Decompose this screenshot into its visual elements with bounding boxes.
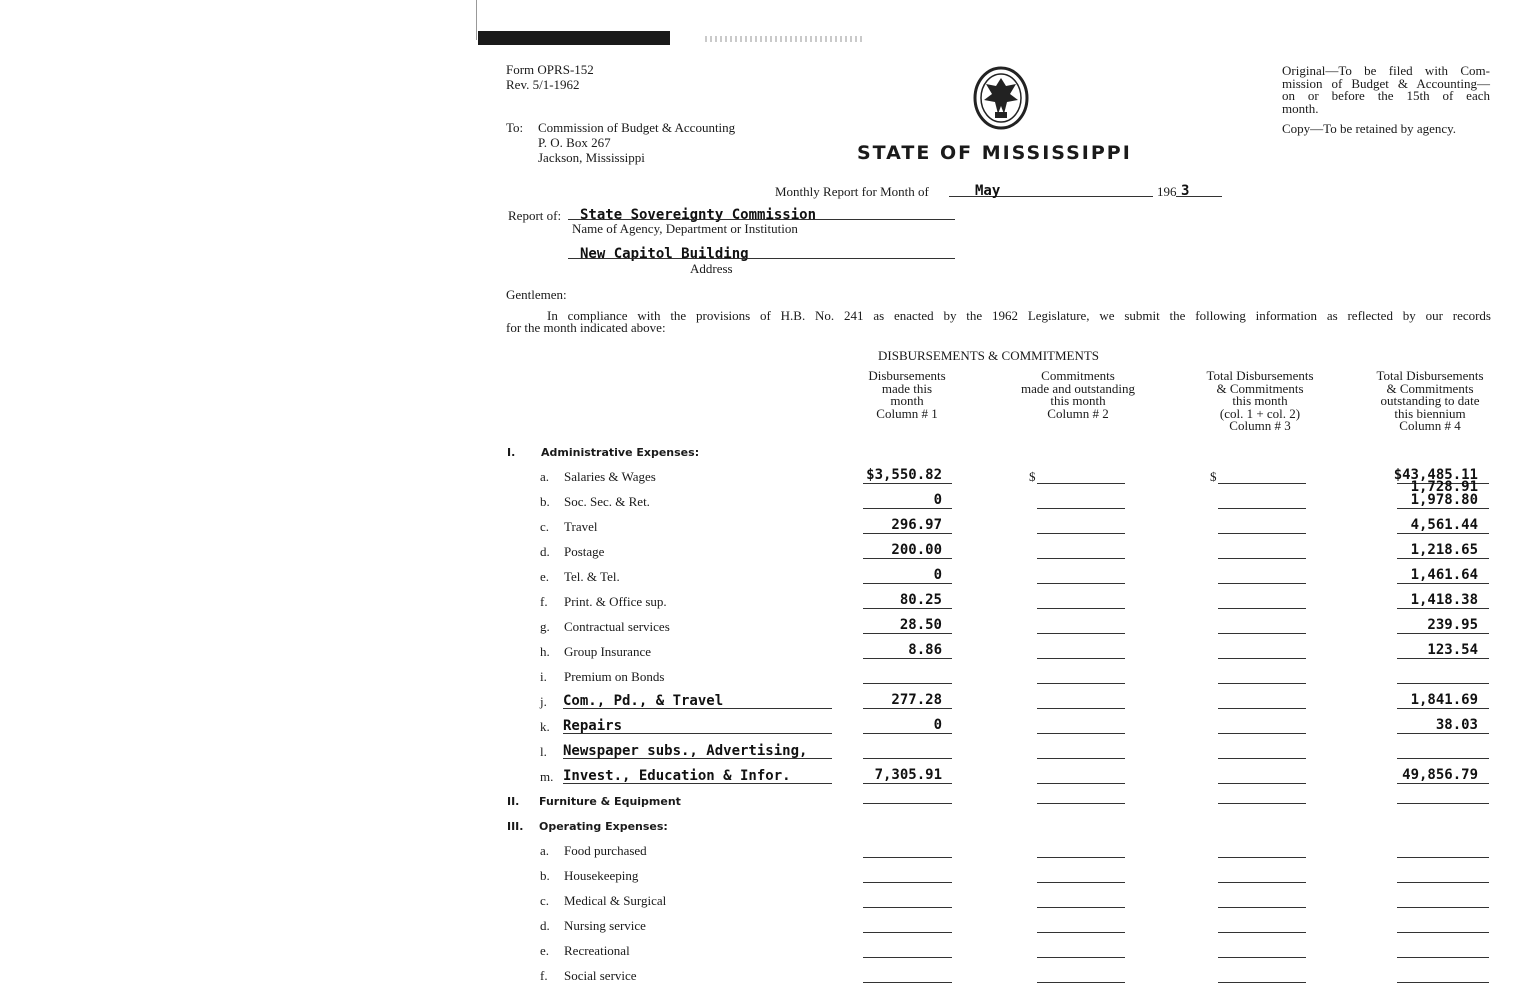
row-label: Soc. Sec. & Ret. xyxy=(564,494,650,509)
cell-c1: 296.97 xyxy=(891,517,942,533)
s2-line-c1 xyxy=(863,803,952,804)
cell-c1: 0 xyxy=(933,492,942,508)
op-row-label: Food purchased xyxy=(564,843,647,858)
op-line-c1 xyxy=(863,932,952,933)
cell-line-c2 xyxy=(1037,683,1125,684)
cell-line-c4 xyxy=(1397,508,1489,509)
cell-line-c1 xyxy=(863,633,952,634)
year-prefix: 196 xyxy=(1157,184,1177,199)
op-line-c4 xyxy=(1397,857,1489,858)
cell-line-c3 xyxy=(1218,758,1306,759)
op-line-c4 xyxy=(1397,882,1489,883)
cell-c4-overtyped: 1,728.91 xyxy=(1410,479,1478,495)
cell-line-c4 xyxy=(1397,783,1489,784)
cell-line-c3 xyxy=(1218,483,1306,484)
row-label: Tel. & Tel. xyxy=(564,569,620,584)
address-value: New Capitol Building xyxy=(580,246,749,262)
op-line-c4 xyxy=(1397,907,1489,908)
cell-line-c2 xyxy=(1037,558,1125,559)
cell-c4: 239.95 xyxy=(1427,617,1478,633)
cell-c1: $3,550.82 xyxy=(866,467,942,483)
cell-c1: 0 xyxy=(933,717,942,733)
cell-line-c3 xyxy=(1218,533,1306,534)
dollar-sign-c3: $ xyxy=(1210,469,1217,484)
cell-line-c2 xyxy=(1037,608,1125,609)
op-line-c4 xyxy=(1397,932,1489,933)
year-value: 3 xyxy=(1181,183,1190,199)
row-letter: a. xyxy=(540,469,550,484)
op-row-letter: a. xyxy=(540,843,550,858)
row-label: Travel xyxy=(564,519,598,534)
cell-line-c4 xyxy=(1397,733,1489,734)
row-label: Print. & Office sup. xyxy=(564,594,667,609)
cell-line-c4 xyxy=(1397,658,1489,659)
row-label: Newspaper subs., Advertising, xyxy=(563,743,808,759)
op-line-c3 xyxy=(1218,982,1306,983)
cell-line-c2 xyxy=(1037,633,1125,634)
cell-c4: 38.03 xyxy=(1435,717,1478,733)
cell-c4: 1,841.69 xyxy=(1410,692,1478,708)
cell-line-c3 xyxy=(1218,558,1306,559)
op-line-c2 xyxy=(1037,932,1125,933)
op-line-c1 xyxy=(863,857,952,858)
to-label: To: xyxy=(506,120,524,135)
op-line-c2 xyxy=(1037,907,1125,908)
cell-line-c4 xyxy=(1397,708,1489,709)
cell-c4: 1,218.65 xyxy=(1410,542,1478,558)
op-line-c2 xyxy=(1037,982,1125,983)
op-row-letter: e. xyxy=(540,943,550,958)
op-line-c3 xyxy=(1218,932,1306,933)
year-line xyxy=(1176,196,1222,197)
cell-line-c2 xyxy=(1037,583,1125,584)
section-2-number: II. xyxy=(507,795,520,808)
cell-c4: 4,561.44 xyxy=(1410,517,1478,533)
row-label: Postage xyxy=(564,544,605,559)
cell-c4: 1,978.80 xyxy=(1410,492,1478,508)
cell-line-c4 xyxy=(1397,633,1489,634)
copy-note: Copy—To be retained by agency. xyxy=(1282,121,1457,136)
redaction-bar xyxy=(478,31,670,45)
row-label: Contractual services xyxy=(564,619,670,634)
cell-line-c4 xyxy=(1397,583,1489,584)
op-row-label: Medical & Surgical xyxy=(564,893,667,908)
cell-c4: 1,418.38 xyxy=(1410,592,1478,608)
cell-line-c2 xyxy=(1037,783,1125,784)
row-letter: k. xyxy=(540,719,550,734)
row-label-line xyxy=(563,758,832,759)
state-seal-icon xyxy=(970,66,1032,130)
s2-line-c2 xyxy=(1037,803,1125,804)
row-letter: i. xyxy=(540,669,547,684)
dollar-sign-c2: $ xyxy=(1029,469,1036,484)
op-line-c3 xyxy=(1218,957,1306,958)
cell-line-c2 xyxy=(1037,533,1125,534)
agency-line xyxy=(568,219,955,220)
form-revision: Rev. 5/1-1962 xyxy=(506,77,580,92)
section-2-title: Furniture & Equipment xyxy=(539,795,681,808)
op-line-c3 xyxy=(1218,907,1306,908)
s2-line-c4 xyxy=(1397,803,1489,804)
row-letter: l. xyxy=(540,744,547,759)
op-line-c2 xyxy=(1037,857,1125,858)
cell-line-c1 xyxy=(863,708,952,709)
row-label-line xyxy=(563,783,832,784)
cell-c1: 8.86 xyxy=(908,642,942,658)
cell-line-c1 xyxy=(863,533,952,534)
address-caption: Address xyxy=(690,261,733,276)
intro-line-2: for the month indicated above: xyxy=(506,320,666,335)
row-letter: b. xyxy=(540,494,550,509)
op-line-c1 xyxy=(863,907,952,908)
op-line-c4 xyxy=(1397,982,1489,983)
cell-line-c4 xyxy=(1397,558,1489,559)
row-letter: f. xyxy=(540,594,548,609)
op-line-c1 xyxy=(863,882,952,883)
op-line-c2 xyxy=(1037,957,1125,958)
row-letter: g. xyxy=(540,619,550,634)
cell-line-c3 xyxy=(1218,608,1306,609)
op-row-letter: d. xyxy=(540,918,550,933)
row-label: Invest., Education & Infor. xyxy=(563,768,791,784)
cell-c1: 80.25 xyxy=(899,592,942,608)
op-row-letter: f. xyxy=(540,968,548,983)
row-label: Repairs xyxy=(563,718,623,734)
cell-c4: $43,485.11 xyxy=(1393,467,1478,483)
to-line-2: P. O. Box 267 xyxy=(538,135,611,150)
agency-caption: Name of Agency, Department or Institution xyxy=(572,221,798,236)
cell-line-c3 xyxy=(1218,708,1306,709)
row-label: Com., Pd., & Travel xyxy=(563,693,724,709)
column-1-header: Disbursements made this month Column # 1 xyxy=(868,368,946,421)
report-of-label: Report of: xyxy=(508,208,562,223)
op-line-c3 xyxy=(1218,882,1306,883)
op-row-label: Social service xyxy=(564,968,637,983)
state-title: STATE OF MISSISSIPPI xyxy=(857,142,1132,164)
cell-c1: 0 xyxy=(933,567,942,583)
cell-line-c1 xyxy=(863,733,952,734)
row-label-line xyxy=(563,708,832,709)
to-line-3: Jackson, Mississippi xyxy=(538,150,645,165)
cell-line-c2 xyxy=(1037,708,1125,709)
cell-line-c3 xyxy=(1218,583,1306,584)
cell-line-c4 xyxy=(1397,758,1489,759)
agency-name: State Sovereignty Commission xyxy=(580,207,817,223)
row-letter: c. xyxy=(540,519,550,534)
cell-line-c2 xyxy=(1037,508,1125,509)
op-row-letter: b. xyxy=(540,868,550,883)
form-number: Form OPRS-152 xyxy=(506,62,594,77)
row-letter: e. xyxy=(540,569,550,584)
cell-line-c1 xyxy=(863,583,952,584)
op-line-c2 xyxy=(1037,882,1125,883)
cell-line-c4 xyxy=(1397,533,1489,534)
intro-line-1: In compliance with the provisions of H.B. No. 241 as enacted by the 1962 Legislature, we submit the following information as reflected by our records xyxy=(547,308,1491,323)
cell-line-c3 xyxy=(1218,683,1306,684)
op-row-letter: c. xyxy=(540,893,550,908)
cell-line-c1 xyxy=(863,658,952,659)
cell-c4: 1,461.64 xyxy=(1410,567,1478,583)
table-group-title: DISBURSEMENTS & COMMITMENTS xyxy=(878,348,1100,363)
op-row-label: Housekeeping xyxy=(564,868,639,883)
cell-line-c1 xyxy=(863,608,952,609)
row-label: Salaries & Wages xyxy=(564,469,656,484)
cell-c1: 7,305.91 xyxy=(874,767,942,783)
cell-line-c1 xyxy=(863,483,952,484)
s2-line-c3 xyxy=(1218,803,1306,804)
column-3-header: Total Disbursements & Commitments this month (col. 1 + col. 2) Column # 3 xyxy=(1206,368,1314,433)
cell-line-c4 xyxy=(1397,608,1489,609)
to-line-1: Commission of Budget & Accounting xyxy=(538,120,736,135)
month-value: May xyxy=(975,183,1001,199)
cell-line-c3 xyxy=(1218,658,1306,659)
cell-line-c2 xyxy=(1037,758,1125,759)
column-2-header: Commitments made and outstanding this month Column # 2 xyxy=(1020,368,1136,421)
column-4-header: Total Disbursements & Commitments outstanding to date this biennium Column # 4 xyxy=(1376,368,1484,433)
cell-line-c1 xyxy=(863,783,952,784)
cell-line-c1 xyxy=(863,758,952,759)
cell-line-c2 xyxy=(1037,733,1125,734)
address-line xyxy=(568,258,955,259)
row-letter: j. xyxy=(540,694,547,709)
op-line-c3 xyxy=(1218,857,1306,858)
scan-edge xyxy=(476,0,477,40)
cell-c4: 49,856.79 xyxy=(1402,767,1478,783)
cell-c1: 28.50 xyxy=(899,617,942,633)
scan-noise xyxy=(705,36,865,42)
salutation: Gentlemen: xyxy=(506,287,567,302)
row-label-line xyxy=(563,733,832,734)
section-3-number: III. xyxy=(507,820,524,833)
cell-line-c1 xyxy=(863,558,952,559)
op-line-c1 xyxy=(863,957,952,958)
cell-c4: 123.54 xyxy=(1427,642,1478,658)
cell-line-c2 xyxy=(1037,658,1125,659)
cell-line-c3 xyxy=(1218,733,1306,734)
section-3-title: Operating Expenses: xyxy=(539,820,668,833)
cell-line-c1 xyxy=(863,683,952,684)
cell-line-c4 xyxy=(1397,683,1489,684)
row-letter: m. xyxy=(540,769,554,784)
cell-c1: 277.28 xyxy=(891,692,942,708)
section-1-title: Administrative Expenses: xyxy=(541,446,700,459)
op-line-c4 xyxy=(1397,957,1489,958)
row-letter: h. xyxy=(540,644,550,659)
row-letter: d. xyxy=(540,544,550,559)
section-1-number: I. xyxy=(507,446,516,459)
cell-line-c3 xyxy=(1218,508,1306,509)
op-line-c1 xyxy=(863,982,952,983)
month-label: Monthly Report for Month of xyxy=(775,184,929,199)
cell-line-c3 xyxy=(1218,633,1306,634)
cell-line-c3 xyxy=(1218,783,1306,784)
op-row-label: Nursing service xyxy=(564,918,646,933)
cell-line-c1 xyxy=(863,508,952,509)
cell-c1: 200.00 xyxy=(891,542,942,558)
row-label: Premium on Bonds xyxy=(564,669,665,684)
op-row-label: Recreational xyxy=(564,943,630,958)
cell-line-c2 xyxy=(1037,483,1125,484)
original-note: Original—To be filed with Com- mission of Budget & Accounting— on or before the 15th of each month. xyxy=(1282,63,1490,116)
row-label: Group Insurance xyxy=(564,644,651,659)
